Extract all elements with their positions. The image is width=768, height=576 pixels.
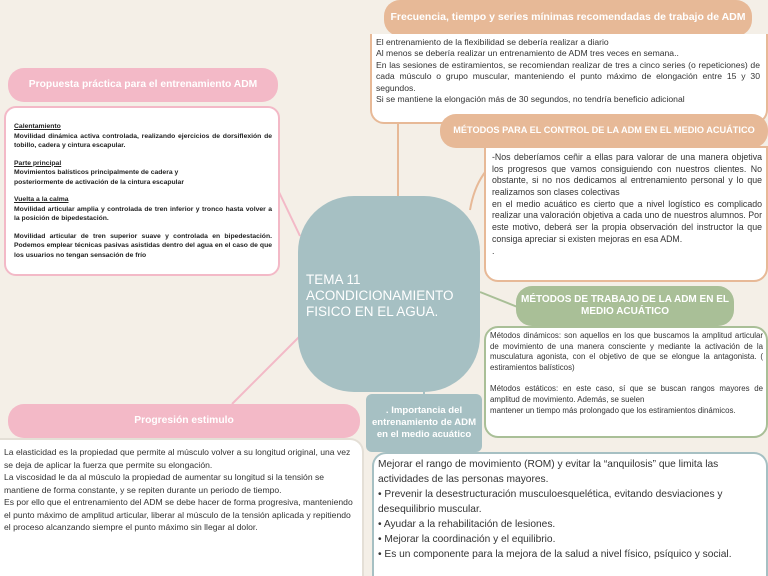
importancia-topic[interactable] bbox=[366, 394, 482, 452]
propuesta-topic[interactable] bbox=[8, 68, 278, 102]
frecuencia-title: Frecuencia, tiempo y series mínimas recomendadas de trabajo de ADM bbox=[390, 11, 746, 24]
central-topic-title: TEMA 11 ACONDICIONAMIENTO FISICO EN EL AGUA. bbox=[306, 272, 454, 319]
propuesta-note bbox=[4, 106, 280, 276]
metodos-trabajo-note: Métodos dinámicos: son aquellos en los que buscamos la amplitud articular de movimiento de una manera consciente y mediante la activación de la musculatura agonista, con el objetivo de que se elongue la antagonista. ( estiramientos balísticos) Métodos estáticos: en este caso, sí que se buscan rangos mayores de amplitud de movimiento. Además, se suelen mantener un tiempo más prolongado que los estiramientos dinámicos. bbox=[484, 326, 768, 438]
connector-propuesta bbox=[278, 190, 300, 236]
importancia-title: . Importancia del entrenamiento de ADM en el medio acuático bbox=[371, 405, 477, 440]
propuesta-title: Propuesta práctica para el entrenamiento ADM bbox=[28, 78, 258, 90]
propuesta-section-text: Movimientos balísticos principalmente de cadera y posteriormente de activación de la cintura escapular bbox=[14, 169, 184, 186]
metodos-control-title: MÉTODOS PARA EL CONTROL DE LA ADM EN EL MEDIO ACUÁTICO bbox=[453, 125, 755, 136]
propuesta-section-heading: Vuelta a la calma bbox=[14, 196, 69, 204]
connector-trabajo bbox=[480, 292, 520, 308]
metodos-trabajo-title: MÉTODOS DE TRABAJO DE LA ADM EN EL MEDIO ACUÁTICO bbox=[521, 293, 729, 317]
propuesta-section-heading: Calentamiento bbox=[14, 123, 61, 130]
central-topic[interactable] bbox=[298, 196, 480, 392]
propuesta-section-heading: Parte principal bbox=[14, 159, 62, 167]
importancia-note bbox=[372, 452, 768, 576]
propuesta-section-text: Movilidad articular de tren superior suave y controlada en bipedestación. Podemos emplear técnicas pasivas asistidas dentro del agua en el caso de que los usuarios no tengan sensación de frío bbox=[14, 232, 272, 259]
frecuencia-note: El entrenamiento de la flexibilidad se debería realizar a diario Al menos se debería realizar un entrenamiento de ADM tres veces en semana.. En las sesiones de estiramientos, se recomiendan realizar de tres a cinco series (o repeticiones) de cada músculo o grupo muscular, manteniendo el punto máximo de elongación entre 15 y 30 segundos. Si se mantiene la elongación más de 30 segundos, no tendría beneficio adicional bbox=[370, 34, 768, 124]
propuesta-section-text: Movilidad dinámica activa controlada, realizando ejercicios de dorsiflexión de tobillo, cadera y cintura escapular. bbox=[14, 132, 272, 150]
importancia-item: Mejorar el rango de movimiento (ROM) y evitar la “anquilosis” que limita las actividades de las personas mayores. bbox=[378, 459, 719, 485]
importancia-item: • Es un componente para la mejora de la salud a nivel físico, psíquico y social. bbox=[378, 548, 732, 560]
progresion-note: La elasticidad es la propiedad que permite al músculo volver a su longitud original, una vez se deja de aplicar la fuerza que permite su elongación. La viscosidad le da al músculo la propiedad de aumentar su longitud si la tensión se mantiene de forma constante, y se repiten durante un periodo de tiempo. Es por ello que el entrenamiento del ADM se debe hacer de forma progresiva, manteniendo el punto máximo de amplitud articular, liberar al músculo de la tensión aplicada y repitiendo el proceso alcanzando siempre el punto máximo sin llegar al dolor. bbox=[0, 438, 364, 576]
importancia-item: • Prevenir la desestructuración musculoesquelética, evitando desviaciones y desequilibrio muscular. bbox=[378, 488, 723, 515]
progresion-title: Progresión estimulo bbox=[134, 414, 234, 426]
metodos-control-note: -Nos deberíamos ceñir a ellas para valorar de una manera objetiva los progresos que vamos consiguiendo con nuestros clientes. No obstante, si no nos dedicamos al entrenamiento personal y lo que realizamos son clases colectivas en el medio acuático es cierto que a nivel logístico es complicado realizar una valoración objetiva a cada uno de nuestros alumnos. Por este motivo, deberá ser la propia observación del instructor la que consiga apreciar si existen mejoras en esa ADM. . bbox=[484, 146, 768, 282]
importancia-item: • Mejorar la coordinación y el equilibrio. bbox=[378, 533, 556, 545]
metodos-control-topic[interactable] bbox=[440, 114, 768, 148]
progresion-topic[interactable] bbox=[8, 404, 360, 438]
metodos-trabajo-topic[interactable] bbox=[516, 286, 734, 326]
importancia-item: • Ayudar a la rehabilitación de lesiones. bbox=[378, 518, 556, 530]
frecuencia-topic[interactable] bbox=[384, 0, 752, 36]
propuesta-section-text: Movilidad articular amplia y controlada de tren inferior y tronco hasta volver a la posición de bipedestación. bbox=[14, 205, 272, 223]
